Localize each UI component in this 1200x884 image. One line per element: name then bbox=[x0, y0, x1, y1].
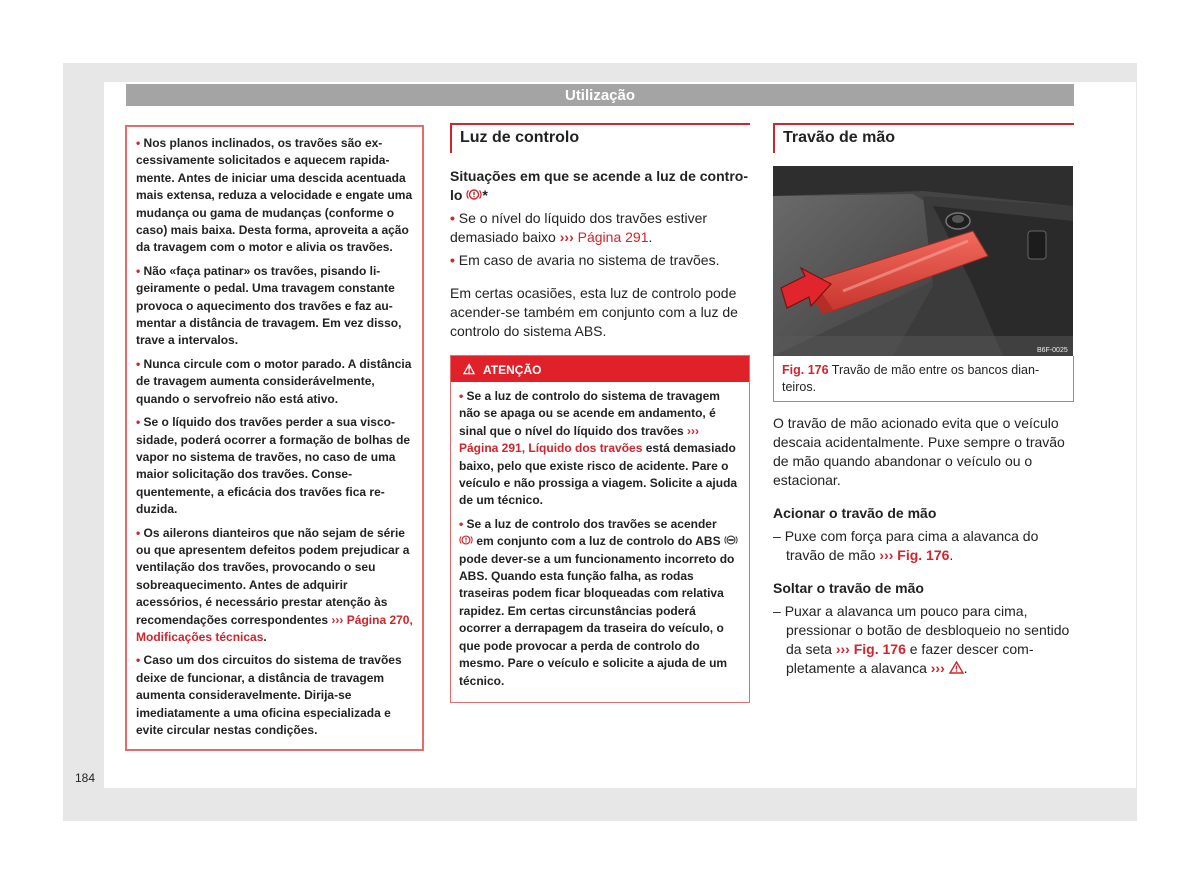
arrow-ref-icon: ››› bbox=[879, 547, 894, 563]
brake-warning-light-icon bbox=[459, 534, 473, 546]
situations-heading: Situações em que se acende a luz de controlo * bbox=[450, 168, 748, 203]
list-item: • Se a luz de controlo dos travões se acender em conjunto com a luz de controlo do ABS pode dever-se a um funcionamento incorreto do ABS. Quando esta função falha, as rodas traseiras podem ficar bloqueadas com relativa rapidez. Em certas circunstâncias poderá ocorrer a derrapagem da traseira do veículo, o que pode provocar a perda de controlo do mesmo. Pare o veículo e solicite a ajuda de um técnico. bbox=[459, 516, 741, 690]
section-title: Travão de mão bbox=[773, 123, 1074, 153]
bullet-icon: • bbox=[136, 356, 144, 371]
handbrake-photo bbox=[773, 166, 1073, 356]
list-item: • Não «faça patinar» os travões, pisando ligeiramente o pedal. Uma travagem constante provoca o aquecimento dos travões e faz aumentar a distância de travagem. Em vez disso, trave a intervalos. bbox=[136, 263, 402, 348]
paragraph: Em certas ocasiões, esta luz de controlo pode acender-se também em conjunto com a luz de controlo do sistema ABS. bbox=[450, 285, 738, 339]
arrow-ref-icon: ››› bbox=[835, 641, 850, 657]
figure-reference-link[interactable]: Fig. 176 bbox=[853, 641, 906, 657]
list-item: • Caso um dos circuitos do sistema de travões deixe de funcionar, a distância de travagem aumenta consideravelmente. Dirija-se imediatamente a uma oficina especializada e evite circular nestas condições. bbox=[136, 653, 402, 737]
photo-code: B6F-0025 bbox=[1037, 347, 1068, 354]
list-item: • Os ailerons dianteiros que não sejam de série ou que apresentem defeitos podem prejudicar a ventilação dos travões, provocando o seu sobreaquecimento. Antes de adquirir acessórios, é necessário prestar atenção às recomendações correspondentes ››› Página 270, Modificações técnicas. bbox=[136, 525, 413, 644]
bullet-icon: • bbox=[459, 389, 467, 403]
cross-reference-link[interactable]: Página 291 bbox=[577, 229, 649, 245]
paragraph: O travão de mão acionado evita que o veículo descaia acidentalmente. Puxe sempre o travão de mão quando abandonar o veículo ou o estacionar. bbox=[773, 415, 1065, 488]
list-item: • Em caso de avaria no sistema de travões. bbox=[450, 252, 720, 268]
warning-triangle-icon: ⚠ bbox=[462, 361, 476, 377]
page-number: 184 bbox=[75, 771, 96, 785]
list-item: • Se a luz de controlo do sistema de travagem não se apaga ou se acende em andamento, é sinal que o nível do líquido dos travões ››› Página 291, Líquido dos travões está demasiado baixo, pelo que existe risco de acidente. Pare o veículo e não prossiga a viagem. Solicite a ajuda de um técnico. bbox=[459, 389, 738, 508]
subheading-acionar: Acionar o travão de mão bbox=[773, 505, 937, 521]
handbrake-illustration bbox=[773, 166, 1073, 356]
section-title: Luz de controlo bbox=[450, 123, 750, 153]
warning-light-section bbox=[450, 123, 750, 703]
bullet-icon: • bbox=[450, 252, 459, 268]
bullet-icon: • bbox=[136, 136, 144, 150]
bullet-icon: • bbox=[450, 210, 459, 226]
warning-triangle-icon[interactable] bbox=[949, 661, 964, 674]
list-item: • Nunca circule com o motor parado. A distância de travagem aumenta considerávelmente, quando o servofreio não está ativo. bbox=[136, 356, 412, 406]
subheading-soltar: Soltar o travão de mão bbox=[773, 580, 924, 596]
attention-box bbox=[450, 355, 750, 703]
bullet-icon: • bbox=[459, 516, 467, 531]
cross-reference-link[interactable]: Página 291, Líquido dos travões bbox=[459, 441, 643, 456]
list-item: • Se o nível do líquido dos travões estiver demasiado baixo ››› Página 291. bbox=[450, 210, 708, 245]
abs-light-icon bbox=[724, 534, 738, 546]
bullet-icon: • bbox=[136, 653, 144, 668]
figure-label: Fig. 176 bbox=[782, 363, 829, 377]
cross-reference-link[interactable]: Página 270, Modificações técnicas bbox=[136, 612, 413, 644]
arrow-ref-icon: ››› bbox=[559, 229, 574, 245]
handbrake-section bbox=[773, 123, 1074, 678]
arrow-ref-icon: ››› bbox=[331, 612, 344, 627]
list-item: • Nos planos inclinados, os travões são excessivamente solicitados e aquecem rapidamente. Antes de iniciar uma descida acentuada mais extensa, reduza a velocidade e engate uma mudança ou gama de mudanças (conforme o caso) mais baixa. Desta forma, aproveita a ação da travagem com o motor e alivia os travões. bbox=[136, 136, 413, 255]
figure-reference-link[interactable]: Fig. 176 bbox=[897, 547, 950, 563]
brakes-warning-box bbox=[125, 125, 424, 751]
section-header: Utilização bbox=[126, 84, 1074, 106]
bullet-icon: • bbox=[136, 415, 144, 430]
bullet-icon: • bbox=[136, 263, 144, 278]
arrow-ref-icon: ››› bbox=[687, 423, 700, 438]
figure-caption: Fig. 176 Travão de mão entre os bancos dianteiros. bbox=[773, 356, 1074, 402]
arrow-ref-icon: ››› bbox=[930, 660, 945, 676]
brake-warning-light-icon bbox=[466, 188, 482, 201]
step-item: – Puxar a alavanca um pouco para cima, pressionar o botão de desbloqueio no sentido da seta ››› Fig. 176 e fazer descer completamente a alavanca ››› . bbox=[773, 603, 1070, 676]
list-item: • Se o líquido dos travões perder a sua viscosidade, poderá ocorrer a formação de bolhas de vapor no sistema de travões, no caso de uma maior solicitação dos travões. Consequentemente, a eficácia dos travões fica reduzida. bbox=[136, 415, 411, 517]
step-item: – Puxe com força para cima a alavanca do travão de mão ››› Fig. 176. bbox=[773, 528, 1039, 563]
attention-header: ⚠ ATENÇÃO bbox=[451, 356, 749, 382]
bullet-icon: • bbox=[136, 525, 144, 540]
